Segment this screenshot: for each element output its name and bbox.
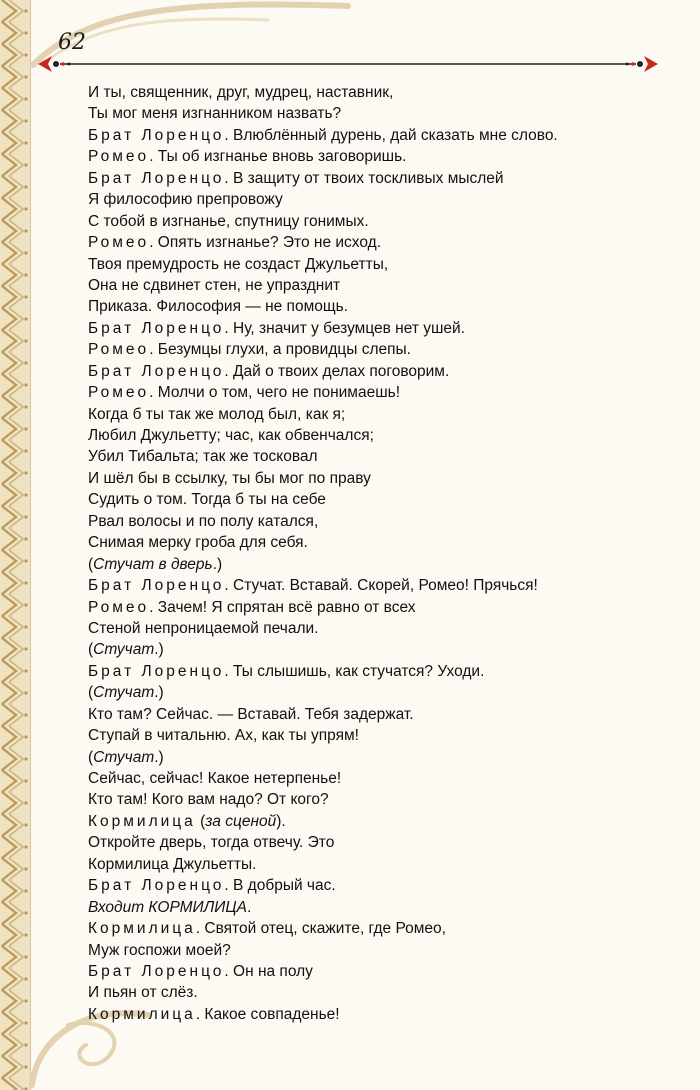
line-text-tail: .) <box>154 641 164 659</box>
line-text: Ты мог меня изгнанником назвать? <box>88 105 342 123</box>
speaker-name: Ромео <box>88 384 150 402</box>
text-line <box>88 811 678 832</box>
line-text: Я философию препровожу <box>88 191 283 209</box>
text-line <box>88 725 678 746</box>
line-text: Муж госпожи моей? <box>88 941 231 959</box>
line-text: ( <box>88 555 94 573</box>
line-text: . Ну, значит у безумцев нет ушей. <box>224 319 466 337</box>
line-text: Любил Джульетту; час, как обвенчался; <box>88 427 374 444</box>
text-line <box>88 168 678 189</box>
line-text: . Ты слышишь, как стучатся? Уходи. <box>224 662 485 680</box>
speaker-name: Брат Лоренцо <box>88 319 225 337</box>
line-text: . Зачем! Я спрятан всё равно от всех <box>149 598 416 616</box>
text-line <box>88 532 678 553</box>
line-text: Кто там! Кого вам надо? От кого? <box>88 791 329 809</box>
text-line <box>88 918 678 939</box>
border-pattern <box>0 0 30 1090</box>
text-line <box>88 318 678 339</box>
text-line <box>88 404 678 425</box>
line-text-tail: .) <box>154 748 164 766</box>
line-text-tail: . <box>246 898 252 916</box>
line-text: С тобой в изгнанье, спутницу гонимых. <box>88 212 369 230</box>
line-text: . Дай о твоих делах поговорим. <box>224 362 450 380</box>
line-text: ( <box>88 748 94 766</box>
stage-direction: Стучат <box>93 641 155 659</box>
line-text: . Святой отец, скажите, где Ромео, <box>195 920 446 938</box>
text-line <box>88 639 678 660</box>
text-line <box>88 446 678 467</box>
text-line <box>88 982 678 1003</box>
text-line <box>88 425 678 446</box>
line-text: . Ты об изгнанье вновь заговоришь. <box>149 148 407 166</box>
line-text: . Он на полу <box>224 962 313 980</box>
line-text: ( <box>88 641 94 659</box>
play-text <box>88 82 678 1025</box>
text-line <box>88 597 678 618</box>
text-line <box>88 489 678 510</box>
speaker-name: Кормилица <box>88 920 196 938</box>
text-line <box>88 875 678 896</box>
text-line <box>88 554 678 575</box>
speaker-name: Брат Лоренцо <box>88 577 225 595</box>
text-line <box>88 232 678 253</box>
text-line <box>88 575 678 596</box>
line-text: Стеной непроницаемой печали. <box>88 619 319 637</box>
speaker-name: Брат Лоренцо <box>88 362 225 380</box>
speaker-name: Брат Лоренцо <box>88 662 225 680</box>
line-text: Сейчас, сейчас! Какое нетерпенье! <box>88 770 342 787</box>
line-text-tail: .) <box>154 684 164 702</box>
line-text: И ты, священник, друг, мудрец, наставник, <box>88 84 394 101</box>
line-text: Твоя премудрость не создаст Джульетты, <box>88 255 389 273</box>
line-text-tail: .) <box>212 555 223 573</box>
text-line <box>88 704 678 725</box>
speaker-name: Брат Лоренцо <box>88 962 225 980</box>
speaker-name: Кормилица <box>88 1005 196 1023</box>
speaker-name: Ромео <box>88 148 150 166</box>
stage-direction: за сценой <box>205 812 277 830</box>
line-text-tail: ). <box>276 812 286 830</box>
line-text: . Влюблённый дурень, дай сказать мне слово. <box>224 126 558 144</box>
line-text: . Молчи о том, чего не понимаешь! <box>149 384 401 402</box>
speaker-name: Ромео <box>88 341 150 359</box>
text-line <box>88 768 678 789</box>
line-text: Рвал волосы и по полу катался, <box>88 512 319 530</box>
speaker-name: Брат Лоренцо <box>88 169 225 187</box>
text-line <box>88 961 678 982</box>
stage-direction: Стучат <box>93 748 155 766</box>
text-line <box>88 897 678 918</box>
text-line <box>88 339 678 360</box>
text-line <box>88 511 678 532</box>
text-line <box>88 468 678 489</box>
text-line <box>88 789 678 810</box>
text-line <box>88 211 678 232</box>
line-text: . Какое совпаденье! <box>195 1005 340 1023</box>
text-line <box>88 103 678 124</box>
text-line <box>88 382 678 403</box>
header-rule <box>38 52 658 76</box>
line-text: И пьян от слёз. <box>88 984 198 1002</box>
line-text: . Стучат. Вставай. Скорей, Ромео! Прячься! <box>224 577 538 595</box>
line-text: . В добрый час. <box>224 877 336 895</box>
speaker-name: Кормилица <box>88 812 196 830</box>
speaker-name: Брат Лоренцо <box>88 126 225 144</box>
text-line <box>88 275 678 296</box>
line-text: Когда б ты так же молод был, как я; <box>88 405 346 423</box>
line-text: Откройте дверь, тогда отвечу. Это <box>88 834 335 852</box>
text-line <box>88 940 678 961</box>
line-text: ( <box>195 812 206 830</box>
line-text: ( <box>88 684 94 702</box>
line-text: Кто там? Сейчас. — Вставай. Тебя задержат. <box>88 705 414 723</box>
line-text: И шёл бы в ссылку, ты бы мог по праву <box>88 469 371 487</box>
stage-direction: Стучат <box>93 684 155 702</box>
text-line <box>88 747 678 768</box>
text-line <box>88 189 678 210</box>
speaker-name: Ромео <box>88 234 150 252</box>
line-text: . Безумцы глухи, а провидцы слепы. <box>149 341 411 359</box>
line-text: Судить о том. Тогда б ты на себе <box>88 491 326 509</box>
line-text: . Опять изгнанье? Это не исход. <box>149 234 381 252</box>
line-text: . В защиту от твоих тоскливых мыслей <box>224 169 504 187</box>
text-line <box>88 1004 678 1025</box>
text-line <box>88 125 678 146</box>
line-text: Приказа. Философия — не помощь. <box>88 298 348 316</box>
text-line <box>88 82 678 103</box>
text-line <box>88 618 678 639</box>
text-line <box>88 832 678 853</box>
line-text: Снимая мерку гроба для себя. <box>88 534 308 552</box>
text-line <box>88 254 678 275</box>
speaker-name: Брат Лоренцо <box>88 877 225 895</box>
text-line <box>88 682 678 703</box>
stage-direction: Стучат в дверь <box>93 555 213 573</box>
text-line <box>88 146 678 167</box>
line-text: Она не сдвинет стен, не упразднит <box>88 276 341 294</box>
line-text: Убил Тибальта; так же тосковал <box>88 448 318 466</box>
text-line <box>88 661 678 682</box>
text-line <box>88 296 678 317</box>
page-number: 62 <box>58 30 86 55</box>
text-line <box>88 361 678 382</box>
stage-direction: Входит КОРМИЛИЦА <box>88 898 247 916</box>
line-text: Ступай в читальню. Ах, как ты упрям! <box>88 727 359 745</box>
line-text: Кормилица Джульетты. <box>88 855 257 873</box>
speaker-name: Ромео <box>88 598 150 616</box>
text-line <box>88 854 678 875</box>
ornamental-border <box>0 0 31 1090</box>
